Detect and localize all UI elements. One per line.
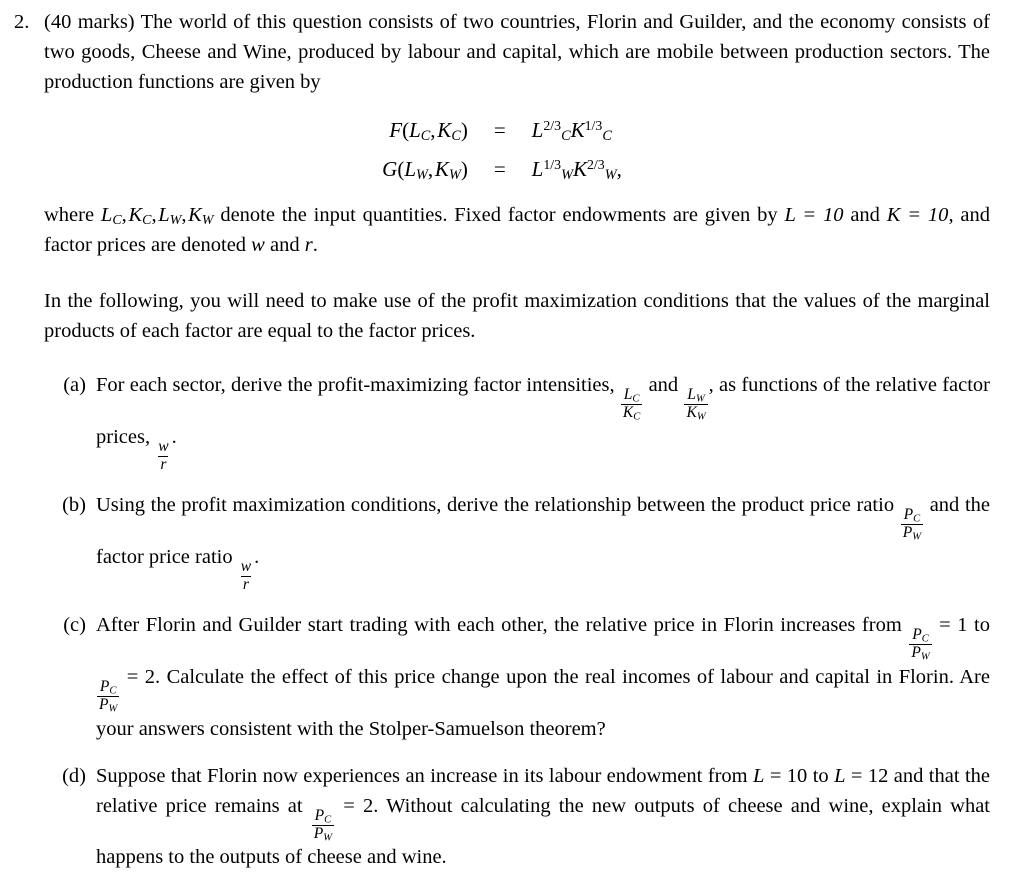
fraction-denominator: $P_W$ [99,696,118,715]
equation-1-rhs [532,115,622,145]
exponent-2-3-1: 2/3 [543,117,562,133]
subscript-W-5: W [169,213,182,229]
subpart-d-label: (d) [62,764,86,787]
display-equations [44,115,990,184]
subpart-a-s1: For each sector, derive the profit-maximizing factor intensities, [96,374,620,396]
close-paren-2: ) [460,157,468,181]
symbol-K-3: K [434,157,449,181]
subparts-list [44,370,990,872]
subscript-W-1: W [416,167,428,184]
L-endowment-value: L = 10 [784,204,844,226]
subscript-C-3: C [561,128,571,145]
equation-2-rhs [532,154,622,184]
where-period: . [312,234,318,256]
symbol-L-4: L [531,157,544,181]
problem-number: 2. [14,11,30,33]
function-G: G [382,157,398,181]
subpart-d-s3: = 12 and that the relative price remains at [96,764,990,817]
subpart-a-label: (a) [63,374,86,396]
subscript-C-4: C [602,128,612,145]
subpart-d [44,761,990,872]
equation-1-lhs [382,115,468,145]
fraction-numerator: $L_C$ [623,386,640,405]
symbol-KW: $K_W$ [188,204,214,229]
subpart-c [44,610,990,743]
fraction-denominator: $P_W$ [911,644,930,663]
symbol-LW: $L_W$ [158,204,182,229]
symbol-KC: $K_C$ [128,204,152,229]
comma-1: , [430,118,436,142]
subpart-b [44,490,990,593]
subpart-c-s1: After Florin and Guilder start trading with each other, the relative price in Florin increases from [96,614,909,637]
problem-block [14,7,990,872]
fraction-denominator: r [242,575,249,593]
subpart-b-text [96,490,990,593]
subpart-c-s3: = 2. Calculate the effect of this price change upon the real incomes of labour and capital in Florin. Are your answers consistent with the Stolper-Samuelson theorem? [96,665,990,740]
subpart-a-s4: . [171,425,177,448]
equation-2-trailing-comma: , [616,157,622,181]
fraction-LC-over-KC [621,387,642,422]
intro-paragraph [44,7,990,97]
subscript-W-2: W [448,167,461,184]
fraction-denominator: $P_W$ [313,824,333,843]
subpart-c-s2: = 1 to [932,614,990,637]
fraction-PC-over-PW-initial [909,627,931,662]
where-and-2: and [264,234,305,256]
subpart-a-s2: and [643,374,684,396]
fraction-numerator: $P_C$ [903,506,921,525]
symbol-L-2: L [531,118,544,142]
fraction-w-over-r [156,439,170,474]
fraction-LW-over-KW [684,387,707,422]
fraction-denominator: $K_C$ [622,404,641,423]
where-middle: denote the input quantities. Fixed factor endowments are given by [213,204,785,226]
subscript-W-4: W [604,167,617,184]
fraction-numerator: $L_W$ [687,386,705,405]
where-comma-2: , [151,204,159,226]
exponent-2-3-2: 2/3 [586,156,605,172]
subpart-d-text [96,761,990,872]
equation-2-relation: = [493,157,506,181]
subpart-d-s4: = 2. Without calculating the new outputs of cheese and wine, explain what happens to the outputs of cheese and wine. [96,794,990,869]
fraction-numerator: $P_C$ [912,626,929,645]
symbol-L-1: L [409,118,421,142]
subpart-b-s2: and the factor price ratio [96,494,990,568]
subpart-c-text [96,610,990,743]
where-comma-3: , [181,204,189,226]
K-endowment-value: K = 10 [886,204,949,226]
fraction-PC-over-PW [901,507,923,542]
subpart-b-label: (b) [62,494,86,517]
equation-1-relation: = [493,118,506,142]
symbol-w: w [251,234,265,256]
fraction-denominator: r [160,455,167,473]
close-paren-1: ) [460,118,468,142]
problem-body [44,7,990,872]
subpart-d-s2: = 10 to [764,764,835,787]
fraction-denominator: $K_W$ [686,404,706,423]
subpart-b-s3: . [254,545,260,568]
exponent-1-3-2: 1/3 [543,156,562,172]
subpart-a [44,370,990,473]
where-prices: , and factor prices are denoted [44,204,990,256]
where-and-1: and [843,204,887,226]
fraction-numerator: w [158,437,169,455]
fraction-numerator: $P_C$ [314,806,332,825]
fraction-PC-over-PW [312,808,334,843]
subscript-W-3: W [561,167,573,184]
where-prefix: where [44,204,101,226]
exponent-1-3-1: 1/3 [584,117,603,133]
subpart-c-label: (c) [63,614,86,637]
symbol-K-4: K [572,157,587,181]
open-paren-2: ( [397,157,405,181]
fraction-numerator: $P_C$ [99,678,117,697]
subpart-b-s1: Using the profit maximization conditions, derive the relationship between the product price ratio [96,494,900,517]
document-page [0,7,1024,869]
equation-grid [382,115,622,184]
open-paren-1: ( [402,118,410,142]
comma-2: , [427,157,434,181]
subscript-C-5: C [112,213,122,229]
subscript-W-6: W [201,213,214,229]
fraction-PC-over-PW-final [97,679,119,714]
fraction-numerator: w [240,557,252,575]
symbol-K-2: K [570,118,585,142]
subpart-a-text [96,370,990,473]
subpart-d-s1: Suppose that Florin now experiences an increase in its labour endowment from [96,764,754,787]
subscript-C-2: C [451,128,461,145]
intro-text: (40 marks) The world of this question consists of two countries, Florin and Guilder, and the economy consists of two goods, Cheese and Wine, produced by labour and capital, which are mobile between production sectors. The production functions are given by [44,11,990,93]
symbol-K-1: K [437,118,452,142]
symbol-r: r [304,234,313,256]
where-comma-1: , [121,204,129,226]
subscript-C-1: C [420,128,431,145]
symbol-L-initial: L [753,764,765,787]
fraction-denominator: $P_W$ [902,524,922,543]
equation-2-lhs [382,154,468,184]
subscript-C-6: C [142,213,152,229]
subpart-a-s3: , as functions of the relative factor prices, [96,374,991,448]
symbol-L-3: L [404,157,417,181]
function-F: F [389,118,403,142]
following-paragraph: In the following, you will need to make use of the profit maximization conditions that the values of the marginal products of each factor are equal to the factor prices. [44,290,990,342]
fraction-w-over-r [239,559,253,594]
symbol-LC: $L_C$ [100,204,122,229]
symbol-L-new: L [834,764,846,787]
where-paragraph [44,200,990,260]
